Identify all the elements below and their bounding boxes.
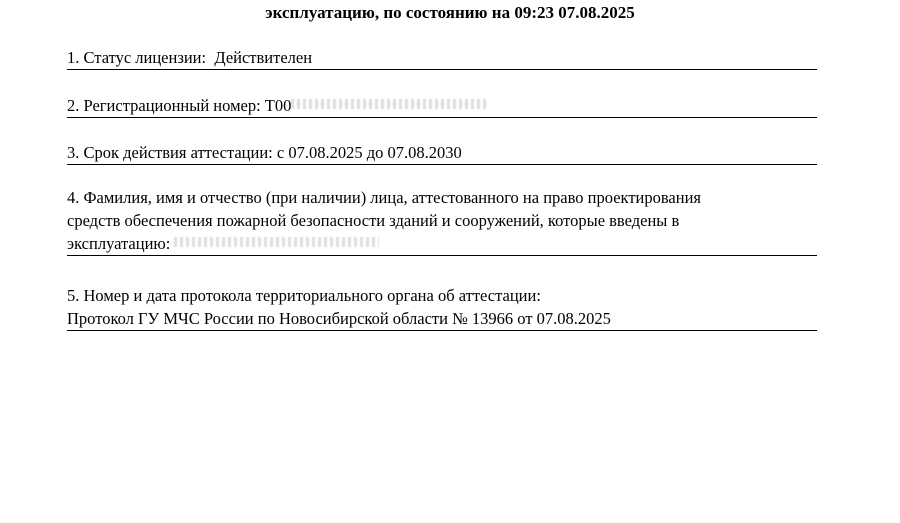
field-label: 5. Номер и дата протокола территориального органа об аттестации: [67, 286, 541, 305]
field-registration-number [67, 94, 817, 118]
registration-number-value: Т00 [264, 96, 292, 115]
redacted-region [291, 99, 487, 109]
document-heading: эксплуатацию, по состоянию на 09:23 07.08.2025 [265, 3, 635, 22]
field-attestation-validity [67, 141, 817, 165]
field-label: 1. Статус лицензии: [67, 48, 207, 67]
license-status-value: Действителен [214, 48, 313, 67]
redacted-region [174, 237, 379, 247]
field-label-line: эксплуатацию: [67, 234, 171, 253]
field-label-last-line [67, 232, 817, 255]
field-attested-person [67, 186, 817, 256]
field-protocol [67, 284, 817, 331]
field-label-line: средств обеспечения пожарной безопасности зданий и сооружений, которые введены в [67, 211, 680, 230]
protocol-value: Протокол ГУ МЧС России по Новосибирской области № 13966 от 07.08.2025 [67, 309, 611, 328]
field-label: 3. Срок действия аттестации: [67, 143, 273, 162]
field-label-line: 4. Фамилия, имя и отчество (при наличии) лица, аттестованного на право проектирования [67, 188, 702, 207]
field-label: 2. Регистрационный номер: [67, 96, 261, 115]
field-license-status [67, 46, 817, 70]
attestation-validity-value: с 07.08.2025 до 07.08.2030 [276, 143, 462, 162]
